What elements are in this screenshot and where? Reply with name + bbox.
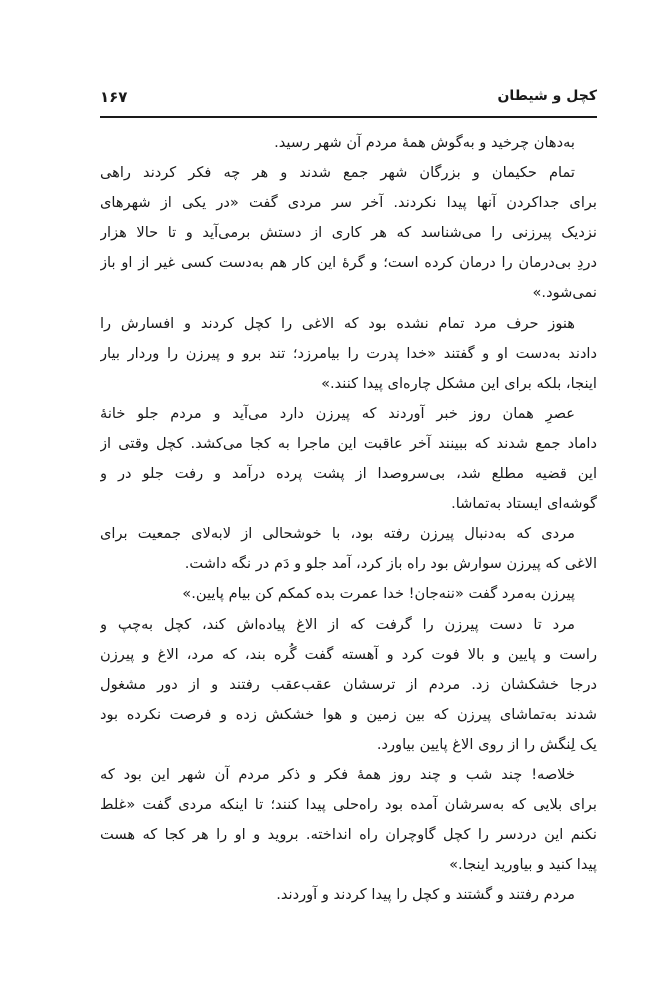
text-line: مردی که به‌دنبال پیرزن رفته بود، با خوشحالی از لابه‌لای جمعیت برای bbox=[100, 525, 575, 543]
text-line: این قضیه مطلع شد، بی‌سروصدا از پشت پرده درآمد و رفت جلو در و bbox=[100, 465, 597, 483]
text-line: راست و پایین و بالا فوت کرد و آهسته گفت گُره بند، که مرد، الاغ و پیرزن bbox=[100, 645, 597, 663]
text-line: تمام حکیمان و بزرگان شهر جمع شدند و هر چه فکر کردند راهی bbox=[100, 164, 575, 182]
text-line: درجا خشکشان زد. مردم از ترسشان عقب‌عقب رفتند و از دور مشغول bbox=[100, 675, 597, 693]
text-line: هنوز حرف مرد تمام نشده بود که الاغی را کچل کردند و افسارش را bbox=[100, 314, 575, 332]
text-line: دادند به‌دست او و گفتند «خدا پدرت را بیامرزد؛ تند برو و پیرزن را وردار بیار bbox=[100, 344, 597, 362]
text-line: گوشه‌ای ایستاد به‌تماشا. bbox=[451, 495, 597, 513]
text-line: برای بلایی که به‌سرشان آمده بود راه‌حلی پیدا کنند؛ تا اینکه مردی گفت «غلط bbox=[100, 796, 597, 814]
text-line: اینجا، بلکه برای این مشکل چاره‌ای پیدا کنند.» bbox=[321, 374, 597, 392]
text-line: شدند به‌تماشای پیرزن که بین زمین و هوا خشکش زده و فرصت نکرده بود bbox=[100, 705, 597, 723]
text-line: به‌دهان چرخید و به‌گوش همهٔ مردم آن شهر رسید. bbox=[274, 134, 575, 151]
running-head bbox=[100, 88, 597, 114]
text-line: نمی‌شود.» bbox=[532, 284, 597, 302]
text-line: برای جداکردن آنها پیدا نکردند. آخر سر مردی گفت «در یکی از شهرهای bbox=[100, 194, 597, 212]
running-title: کچل و شیطان bbox=[497, 88, 597, 104]
text-line: خلاصه! چند شب و چند روز همهٔ فکر و ذکر مردم آن شهر این بود که bbox=[100, 765, 575, 783]
text-line: عصرِ همان روز خبر آوردند که پیرزن دارد می‌آید و مردم جلو خانهٔ bbox=[100, 404, 575, 422]
text-line: یک لِنگش را از روی الاغ پایین بیاورد. bbox=[376, 735, 597, 753]
text-line: پیدا کنید و بیاورید اینجا.» bbox=[449, 856, 597, 874]
text-line: دردِ بی‌درمان را درمان کرده است؛ و گرهٔ این کار هم به‌دست کسی غیر از او باز bbox=[100, 254, 597, 272]
body-text bbox=[100, 128, 597, 910]
header-rule bbox=[100, 116, 597, 118]
text-line: الاغی که پیرزن سوارش بود راه باز کرد، آمد جلو و دَم در نگه داشت. bbox=[184, 555, 597, 573]
text-line: نزدیک پیرزنی را می‌شناسد که هر کاری از دستش برمی‌آید و تا حالا هزار bbox=[100, 224, 597, 242]
text-line: داماد جمع شدند که ببینند آخر عاقبت این ماجرا به کجا می‌کشد. کچل وقتی از bbox=[100, 434, 597, 452]
text-line: مردم رفتند و گشتند و کچل را پیدا کردند و آوردند. bbox=[276, 886, 575, 904]
text-line: پیرزن به‌مرد گفت «ننه‌جان! خدا عمرت بده کمکم کن بیام پایین.» bbox=[182, 585, 575, 603]
text-line: مرد تا دست پیرزن را گرفت که از الاغ پیاده‌اش کند، کچل به‌چپ و bbox=[100, 615, 575, 633]
page-number: ۱۶۷ bbox=[100, 88, 128, 106]
text-line: نکنم این دردسر را کچل گاوچران راه انداخته. بروید و او را هر کجا که هست bbox=[100, 826, 597, 844]
